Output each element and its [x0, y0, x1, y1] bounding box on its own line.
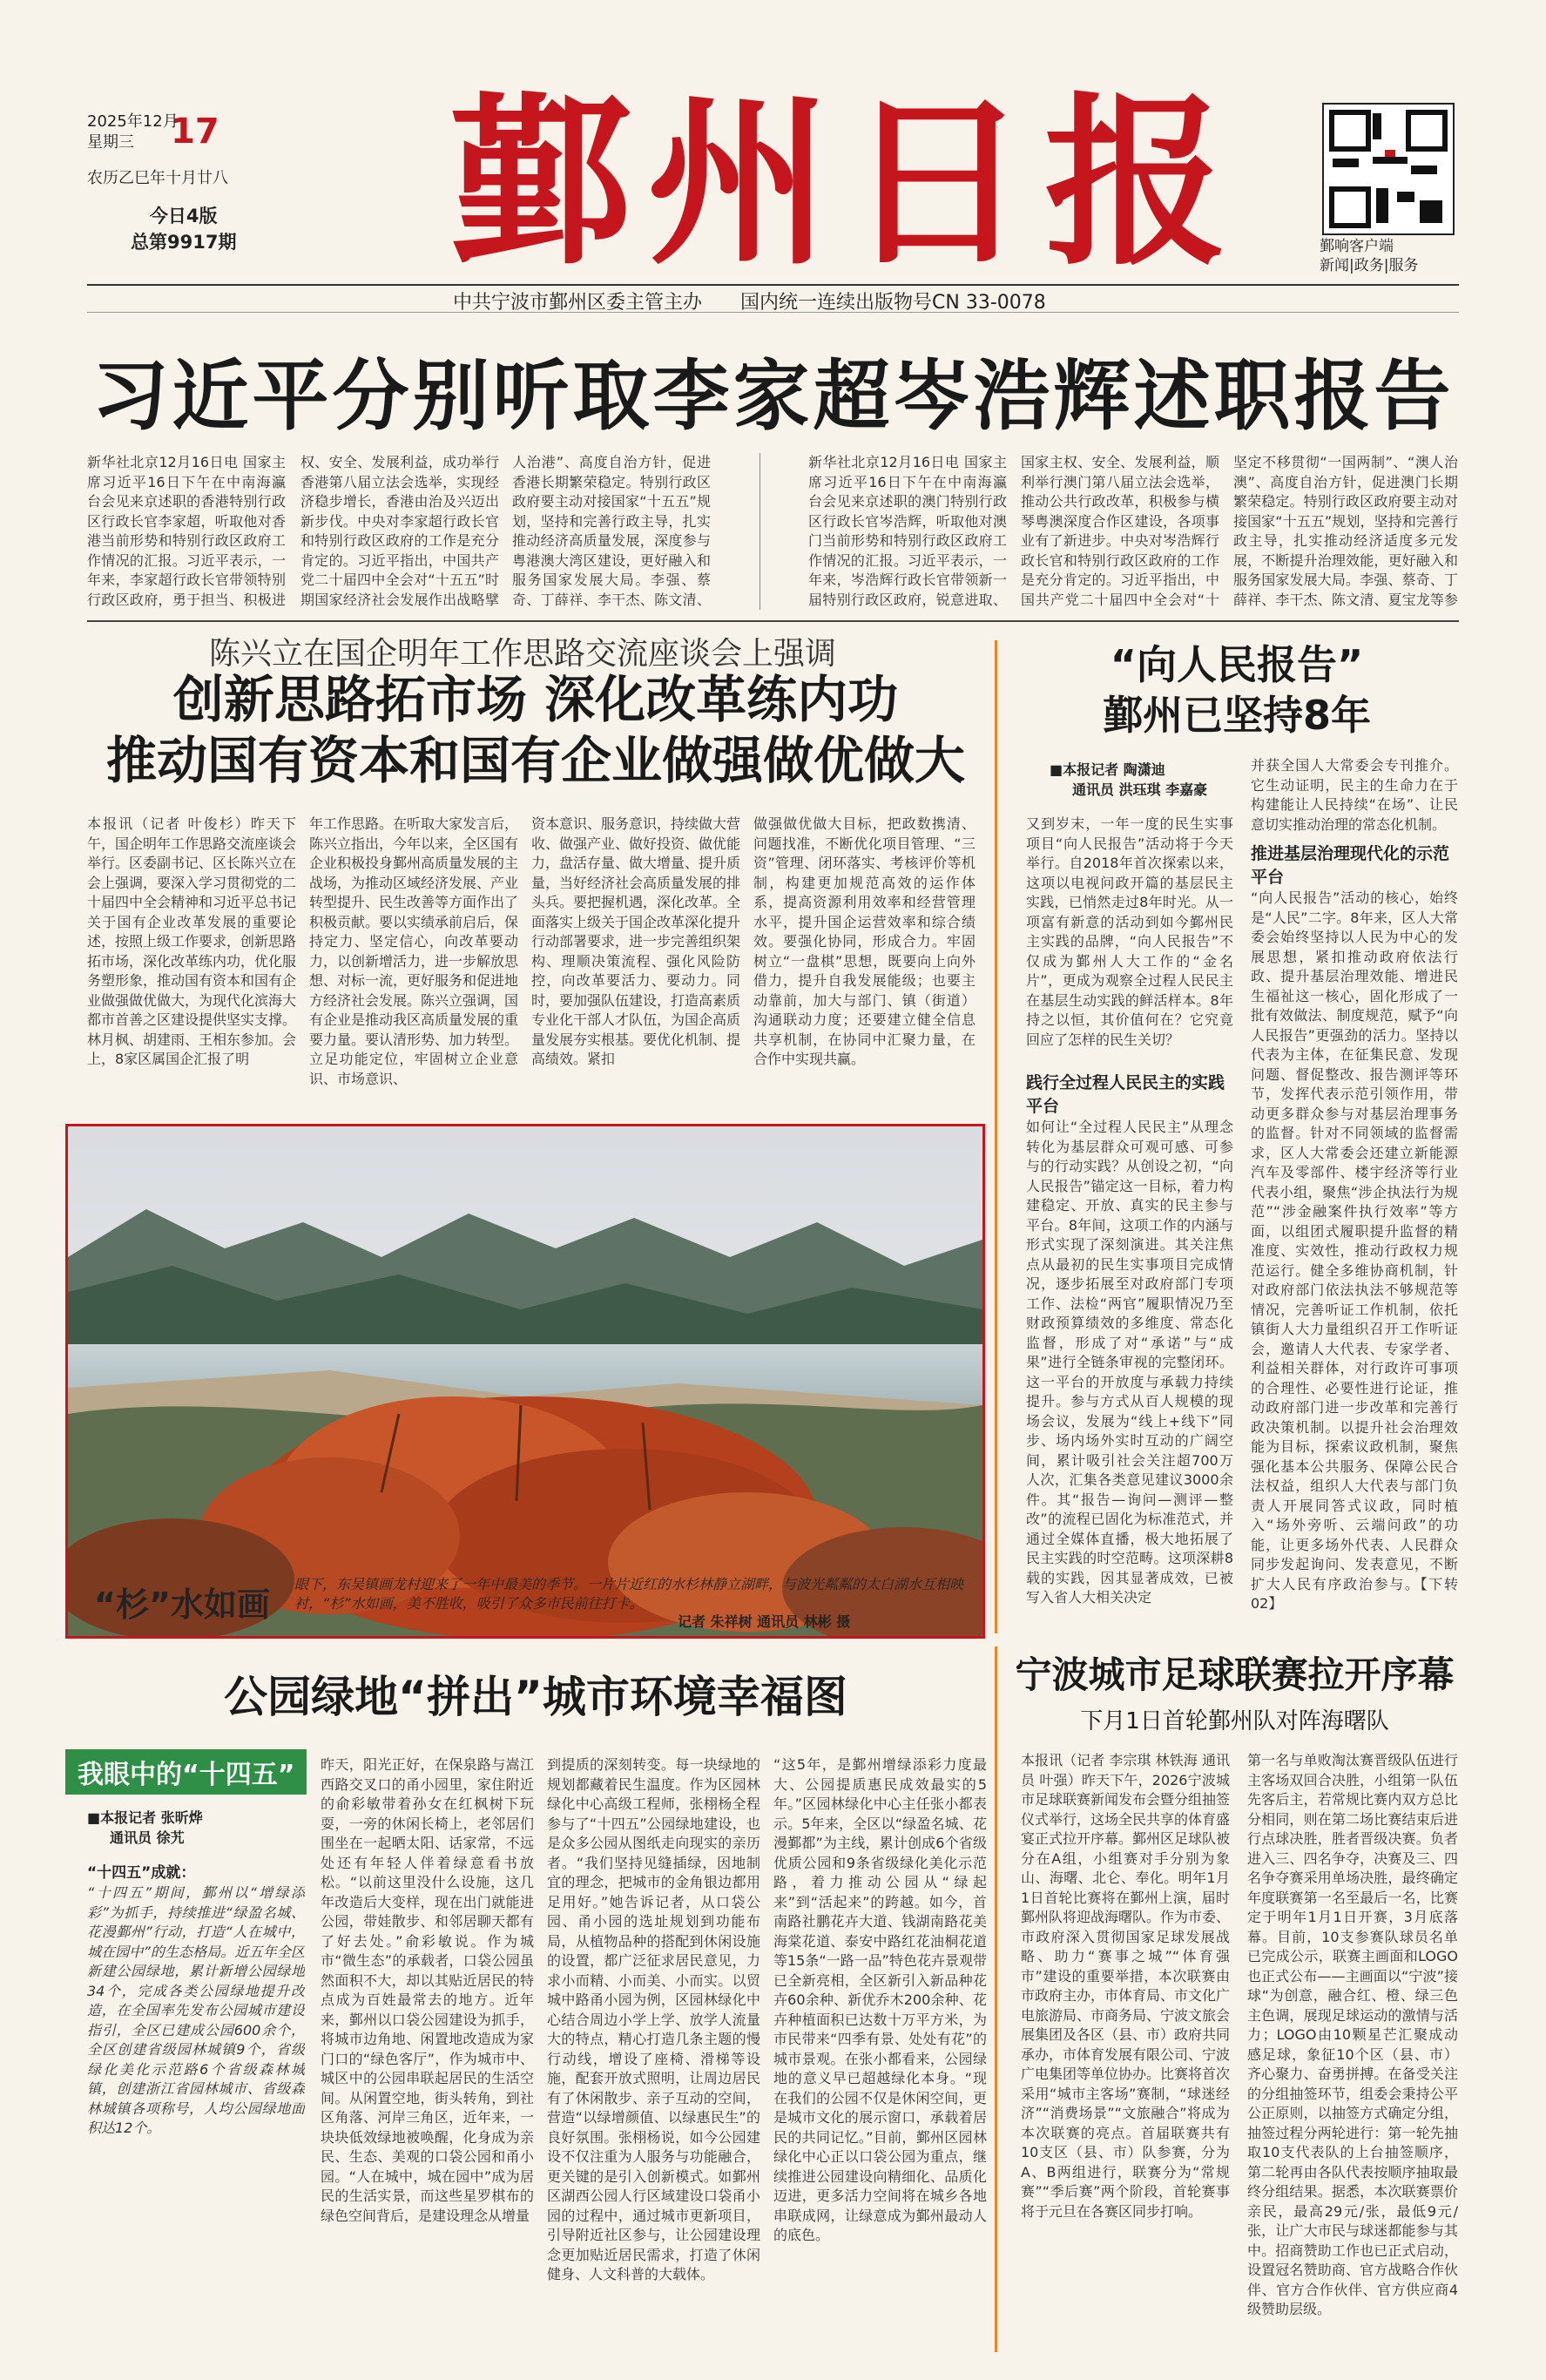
football-col-2: 第一名与单败淘汰赛晋级队伍进行主客场双回合决胜，小组第一队伍先客后主，若常规比赛内双方总比分相同，则在第二场比赛结束后进行点球决胜，胜者晋级决赛。负者进入三、四名争夺，决赛及三、四名争夺赛采用单场决胜，最终确定年度联赛第一名至最后一名，比赛定于明年1月1日开赛，3月底落幕。目前，10支参赛队球员名单已完成公示，联赛主画面和LOGO也正式公布——主画面以“宁波”接球“为创意，融合红、橙、绿三色主色调，展现足球运动的激情与活力；LOGO由10颗星芒汇聚成动感足球，象征10个区（县、市）齐心聚力、奋勇拼搏。在备受关注的分组抽签环节，组委会秉持公平公正原则，以抽签方式确定分组，抽签过程分两轮进行：第一轮先抽取10支代表队的上台抽签顺序，第二轮再由各队代表按顺序抽取最终分组结果。据悉，本次联赛票价亲民，最高29元/张，最低9元/张，让广大市民与球迷都能参与其中。招商赞助工作也已正式启动，设置冠名赞助商、官方战略合作伙伴、官方合作伙伴、官方供应商4级赞助层级。: [1247, 1752, 1458, 2317]
lead-col-3: 人治港”、高度自治方针，促进香港长期繁荣稳定。特别行政区政府要主动对接国家“十五五”规划，坚持和完善行政主导，扎实推动经济高质量发展，深度参与粤港澳大湾区建设，更好融入和服务国家发展大局。李强、蔡奇、丁薛祥、李干杰、陈文清、: [512, 454, 711, 608]
photo-caption: 眼下，东吴镇画龙村迎来了一年中最美的季节。一片片近红的水杉林静立湖畔，与波光粼粼的太白湖水互相映衬，“杉”水如画，美不胜收，吸引了众多市民前往打卡。: [294, 1576, 964, 1612]
masthead-sponsor-line: [453, 287, 1046, 314]
soe-headline-1: 创新思路拓市场 深化改革练内功: [172, 670, 899, 729]
report-byline: [1050, 760, 1207, 800]
cn-number: 国内统一连续出版物号CN 33-0078: [740, 292, 1046, 314]
qr-caption-line1: 鄞响客户端: [1320, 238, 1394, 255]
football-subhead: 下月1日首轮鄞州队对阵海曙队: [1080, 1708, 1389, 1734]
soe-col-1: 本报讯（记者 叶俊杉）昨天下午，国企明年工作思路交流座谈会举行。区委副书记、区长陈兴立在会上强调，要深入学习贯彻党的二十届四中全会精神和习近平总书记关于国有企业改革发展的重要论述，按照上级工作要求，创新思路拓市场，深化改革练内功，优化服务塑形象，推动国有资本和国有企业做强做优做大，为现代化滨海大都市首善之区建设提供坚实支撑。林月枫、胡建雨、王相东参加。会上，8家区属国企汇报了明: [87, 815, 296, 1067]
date-month: 2025年12月: [87, 112, 179, 131]
lead-col-4: 新华社北京12月16日电 国家主席习近平16日下午在中南海瀛台会见来京述职的澳门特别行政区行政长官岑浩辉，听取他对澳门当前形势和特别行政区政府工作情况的汇报。习近平表示，一年来，岑浩辉行政长官带领新一届特别行政区政府，锐意进取、: [808, 454, 1007, 608]
date-day: 17: [171, 112, 219, 152]
lead-col-1: 新华社北京12月16日电 国家主席习近平16日下午在中南海瀛台会见来京述职的香港特别行政区行政长官李家超，听取他对香港当前形势和特别行政区政府工作情况的汇报。习近平表示，一年来，李家超行政长官带领特别行政区政府，勇于担当、积极进: [87, 454, 286, 608]
park-intro: “十四五”期间，鄞州以“增绿添彩”为抓手，持续推进“绿盈名城、花漫鄞州”行动，打造“人在城中，城在园中”的生态格局。近五年全区新建公园绿地，累计新增公园绿地34个，完成各类公园绿地提升改造，在全国率先发布公园城市建设指引，全区已建成公园600余个，全区创建省级园林城镇9个，省级绿化美化示范路6个省级森林城镇，创建浙江省园林城市、省级森林城镇各项称号，人均公园绿地面积达12个。: [87, 1884, 305, 2136]
report-headline-2: 鄞州已坚持8年: [1102, 692, 1371, 739]
report-col1-b: 如何让“全过程人民民主”从理念转化为基层群众可观可感、可参与的行动实践？从创设之初，“向人民报告”锚定这一目标，着力构建稳定、开放、真实的民主参与平台。8年间，这项工作的内涵与形式实现了深刻演进。其关注焦点从最初的民生实事项目完成情况，逐步拓展至对政府部门专项工作、法检“两官”履职情况乃至财政预算绩效的多维度、常态化监督，形成了对“承诺”与“成果”进行全链条审视的完整闭环。这一平台的开放度与承载力持续提升。参与方式从百人规模的现场会议，发展为“线上+线下”同步、场内场外实时互动的广阔空间，累计吸引社会关注超700万人次，汇集各类意见建议3000余件。其“报告—询问—测评—整改”的流程已固化为标准范式，并通过全媒体直播，极大地拓展了民主实践的时空范畴。这项深耕8载的实践，因其显著成效，已被写入省人大相关决定: [1026, 1119, 1233, 1606]
lead-col-5: 国家主权、安全、发展利益，顺利举行澳门第八届立法会选举，推动公共行政改革，积极参与横琴粤澳深度合作区建设，各项事业有了新进步。中央对岑浩辉行政长官和特别行政区政府的工作是充分肯定的。习近平指出，中国共产党二十届四中全会对“十: [1021, 454, 1219, 608]
column-label: 我眼中的“十四五”: [65, 1749, 307, 1795]
qr-caption: [1320, 237, 1418, 275]
park-headline: 公园绿地“拼出”城市环境幸福图: [224, 1672, 847, 1722]
lead-col-6: 坚定不移贯彻“一国两制”、“澳人治澳”、高度自治方针，促进澳门长期繁荣稳定。特别行政区政府要主动对接国家“十五五”规划，坚持和完善行政主导，扎实推动经济适度多元发展，不断提升治理效能，更好融入和服务国家发展大局。李强、蔡奇、丁薛祥、李干杰、陈文清、夏宝龙等参: [1233, 454, 1458, 608]
lead-divider: [759, 453, 760, 610]
lead-col-2: 权、安全、发展利益，成功举行香港第八届立法会选举，实现经济稳步增长，香港由治及兴迈出新步伐。中央对李家超行政长官和特别行政区政府的工作是充分肯定的。习近平指出，中国共产党二十届四中全会对“十五五”时期国家经济社会发展作出战略擘: [300, 454, 499, 608]
lead-headline: 习近平分别听取李家超岑浩辉述职报告: [91, 351, 1455, 441]
park-byline: [87, 1808, 203, 1848]
column-tag: [65, 1749, 327, 1793]
newspaper-title: 鄞州日报: [449, 75, 1244, 290]
park-col-2: 昨天，阳光正好，在保泉路与嵩江西路交叉口的甬小园里，家住附近的俞彩敏带着孙女在红枫树下玩耍，一旁的休闲长椅上，老邻居们围坐在一起晒太阳、话家常，不远处还有年轻人伴着绿意看书放松。“以前这里没什么设施，这几年改造后大变样，现在出门就能进公园，带娃散步、和邻居聊天都有了好去处。”俞彩敏说。作为城市“微生态”的承载者，口袋公园虽然面积不大，却以其贴近居民的特点成为百姓最常去的地方。近年来，鄞州以口袋公园建设为抓手，将城市边角地、闲置地改造成为家门口的“绿色客厅”，作为城市中、城区中的公园串联起居民的生活空间。从闲置空地，街头转角，到社区角落、河岸三角区，近年来，一块块低效绿地被唤醒，化身成为亲民、生态、美观的口袋公园和甬小园。“人在城中，城在园中”成为居民的生活实景，而这些星罗棋布的绿色空间背后，是建设理念从增量: [321, 1756, 534, 2224]
qr-code-icon[interactable]: [1322, 103, 1455, 235]
football-headline: 宁波城市足球联赛拉开序幕: [1015, 1653, 1455, 1696]
date-weekday: 星期三: [87, 133, 134, 152]
park-intro-label: “十四五”成就：: [87, 1864, 196, 1882]
qr-caption-line2: 新闻|政务|服务: [1320, 257, 1419, 274]
soe-col-3: 资本意识、服务意识，持续做大营收、做强产业、做好投资、做优能力，盘活存量、做大增量、提升质量，当好经济社会高质量发展的排头兵。要把握机遇，深化改革。全面落实上级关于国企改革深化提升行动部署要求，进一步完善组织架构、理顺决策流程、强化风险防控，向改革要活力、要动力。同时，要加强队伍建设，打造高素质专业化干部人才队伍，为国企高质量发展夯实根基。要优化机制、提高绩效。紧扣: [531, 815, 740, 1067]
football-col-1: 本报讯（记者 李宗琪 林铁海 通讯员 叶强）昨天下午，2026宁波城市足球联赛新闻发布会暨分组抽签仪式举行，这场全民共享的体育盛宴正式拉开序幕。鄞州区足球队被分在A组，小组赛对手分别为象山、海曙、北仑、奉化。明年1月1日首轮比赛将在鄞州上演，届时鄞州队将迎战海曙队。作为市委、市政府深入贯彻国家足球发展战略、助力“赛事之城”“体育强市”建设的重要举措，本次联赛由市政府主办，市体育局、市文化广电旅游局、市商务局、宁波文旅会展集团及各区（县、市）政府共同承办，市体育发展有限公司、宁波广电集团等单位协办。比赛将首次采用“城市主客场”赛制，“球迷经济”“消费场景”“文旅融合”将成为本次联赛的亮点。首届联赛共有10支区（县、市）队参赛，分为A、B两组进行，联赛分为“常规赛”“季后赛”两个阶段，首轮赛事将于元旦在各赛区同步打响。: [1021, 1752, 1230, 2220]
edition-info: [131, 202, 236, 254]
report-subhead-2: 推进基层治理现代化的示范平台: [1251, 844, 1450, 887]
soe-col-2: 年工作思路。在听取大家发言后，陈兴立指出，今年以来，全区国有企业积极投身鄞州高质量发展的主战场，为推动区域经济发展、产业转型提升、民生改善等方面作出了积极贡献。要以实绩承前启后，保持定力、坚定信心，向改革要动力，以创新增活力，进一步解放思想、对标一流，更好服务和促进地方经济社会发展。陈兴立强调，国有企业是推动我区高质量发展的重要力量。要认清形势、加力转型。立足功能定位，牢固树立企业意识、市场意识、: [309, 815, 518, 1087]
issue-number: 总第9917期: [131, 232, 237, 253]
soe-headline-2: 推动国有资本和国有企业做强做优做大: [105, 731, 965, 790]
park-col-4: “这5年，是鄞州增绿添彩力度最大、公园提质惠民成效最实的5年。”区园林绿化中心主任张小都表示。5年来，全区以“绿盈名城、花漫鄞都”为主线，累计创成6个省级优质公园和9条省级绿化美化示范路，着力推动公园从“绿起来”到“活起来”的跨越。如今，首南路社鹏花卉大道、钱湖南路花美海棠花道、泰安中路红花油桐花道等15条“一路一品”特色花卉景观带已全新亮相，全区新引入新品种花卉60余种、新优乔木200余种、花卉种植面积已达数十万平方米，为市民带来“四季有景、处处有花”的城市景观。在张小都看来，公园绿地的意义早已超越绿化本身。“现在我们的公园不仅是休闲空间，更是城市文化的展示窗口，承载着居民的共同记忆。”目前，鄞州区园林绿化中心正以口袋公园为重点，继续推进公园建设向精细化、品质化迈进，更多活力空间将在城乡各地串联成网，让绿意成为鄞州最动人的底色。: [773, 1756, 987, 2243]
park-byline-2: 通讯员 徐艽: [110, 1829, 185, 1846]
issue-date: [87, 112, 183, 153]
park-byline-1: ■本报记者 张昕烨: [87, 1809, 203, 1826]
report-byline-1: ■本报记者 陶潇迪: [1050, 761, 1165, 778]
football-rule: [995, 1646, 997, 2352]
report-col2-a: 并获全国人大常委会专刊推介。它生动证明，民主的生命力在于构建能让人民持续“在场”、让民意切实推动治理的常态化机制。: [1251, 757, 1458, 833]
photo-credit: 记者 朱祥树 通讯员 林彬 摄: [678, 1613, 851, 1630]
edition-pages: 今日4版: [149, 206, 218, 227]
soe-col-4: 做强做优做大目标，把政数携清、问题找准，不断优化项目管理、“三资”管理、闭环落实、考核评价等机制，构建更加规范高效的运作体系，提高资源利用效率和经营管理水平，提升国企运营效率和综合绩效。要强化协同，形成合力。牢固树立“一盘棋”思想，既要向上向外借力，提升自我发展能级；也要主动靠前，加大与部门、镇（街道）沟通联动力度；还要建立健全信息共享机制，在协同中汇聚力量，在合作中实现共赢。: [753, 815, 976, 1067]
report-col1-a: 又到岁末，一年一度的民生实事项目“向人民报告”活动将于今天举行。自2018年首次探索以来，这项以电视问政开篇的基层民主实践，已悄然走过8年时光。从一项富有新意的活动到如今鄞州民主实践的品牌，“向人民报告”不仅成为鄞州人大工作的“金名片”，更成为观察全过程人民民主在基层生动实践的鲜活样本。8年持之以恒，其价值何在？它究竟回应了怎样的民生关切？: [1026, 815, 1233, 1048]
photo-frame: [65, 1124, 985, 1639]
photo-title: “杉”水如画: [94, 1586, 270, 1624]
section-divider: [87, 620, 1459, 622]
report-headline-1: “向人民报告”: [1110, 641, 1364, 688]
park-col-3: 到提质的深刻转变。每一块绿地的规划都藏着民生温度。作为区园林绿化中心高级工程师，张栩杨全程参与了“十四五”公园绿地建设，也是众多公园从图纸走向现实的亲历者。“我们坚持见缝插绿，因地制宜的理念，把城市的金角银边都用足用好。”她告诉记者，从口袋公园、甬小园的选址规划到功能布局，从植物品种的搭配到休闲设施的设置，都广泛征求居民意见，力求小而精、小而美、小而实。以贸城中路甬小园为例，区园林绿化中心结合周边小学上学、放学人流量大的特点，精心打造几条主题的慢行动线，增设了座椅、滑梯等设施，配套开放式照明，让周边居民有了休闲散步、亲子互动的空间，营造“以绿增颜值、以绿惠民生”的良好氛围。张栩杨说，如今公园建设不仅注重为人服务与功能融合，更关键的是引入创新模式。如鄞州区湖西公园人行区域建设口袋甬小园的过程中，通过城市更新项目，引导附近社区参与，让公园建设理念更加贴近居民需求，打造了休闲健身、人文科普的大载体。: [547, 1756, 760, 2282]
sidebar-rule: [995, 640, 997, 1633]
sponsor: 中共宁波市鄞州区委主管主办: [453, 292, 703, 314]
lake-landscape-photo: [68, 1126, 982, 1636]
report-byline-2: 通讯员 洪珏琪 李嘉豪: [1072, 781, 1208, 798]
soe-kicker: 陈兴立在国企明年工作思路交流座谈会上强调: [209, 636, 837, 672]
report-col2-b: “向人民报告”活动的核心，始终是“人民”二字。8年来，区人大常委会始终坚持以人民为中心的发展思想，紧扣推动政府依法行政、提升基层治理效能、增进民生福祉这一核心，固化形成了一批有效做法、制度规范，赋予“向人民报告”更强劲的活力。坚持以代表为主体，在征集民意、发现问题、督促整改、报告测评等环节，发挥代表示范引领作用，带动更多群众参与对基层治理事务的监督。针对不同领域的监督需求，区人大常委会还建立新能源汽车及零部件、楼宇经济等行业代表小组，聚焦“涉企执法行为规范”“涉金融案件执行效率”等方面，以组团式履职提升监督的精准度、实效性，推动行政权力规范运行。健全多维协商机制，针对政府部门依法执法不够规范等情况，完善听证工作机制，依托镇街人大力量组织召开工作听证会，邀请人大代表、专家学者、利益相关群体，对行政许可事项的合理性、必要性进行论证，推动政府部门进一步改革和完善行政决策机制。以提升社会治理效能为目标，探索议政机制，聚焦强化基本公共服务、保障公民合法权益，组织人大代表与部门负责人开展同答式议政，同时植入“场外旁听、云端问政”的功能，让更多场外代表、人民群众同步发起询问、发表意见，不断扩大人民有序政治参与。【下转02】: [1251, 889, 1458, 1612]
report-subhead-1: 践行全过程人民民主的实践平台: [1026, 1073, 1225, 1116]
lunar-date: 农历乙巳年十月廿八: [87, 169, 228, 187]
